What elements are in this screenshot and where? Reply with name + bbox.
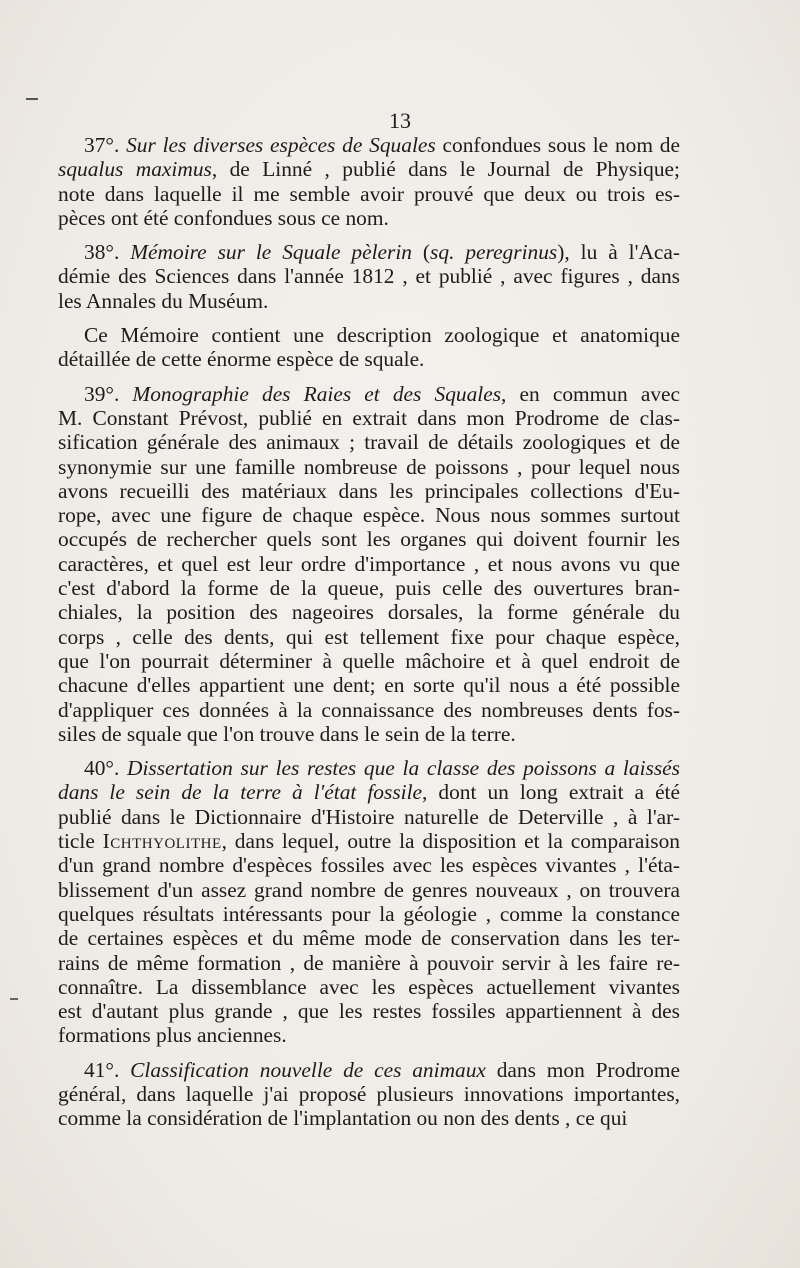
text-run: M. Constant Prévost, publié en extrait dans mon Prodrome de clas-: [58, 405, 680, 430]
text-line: [58, 576, 680, 600]
text-line: [58, 625, 680, 649]
paragraph-p39: [58, 382, 680, 746]
text-run: occupés de rechercher quels sont les organes qui doivent fournir les: [58, 527, 680, 552]
text-run: que l'on pourrait déterminer à quelle mâchoire et à quel endroit de: [58, 648, 680, 673]
italic-title: dans le sein de la terre à l'état fossile: [58, 780, 423, 805]
text-line: [58, 430, 680, 454]
text-run: (: [411, 240, 431, 265]
text-line: [58, 527, 680, 551]
text-line: [58, 722, 680, 746]
text-run: général, dans laquelle j'ai proposé plusieurs innovations importantes,: [58, 1081, 680, 1106]
text-line: [58, 951, 680, 975]
text-line: [58, 926, 680, 950]
paragraph-p37: [58, 133, 680, 230]
text-run: , dont un long extrait a été: [422, 780, 680, 805]
text-run: ), lu à l'Aca-: [557, 240, 681, 265]
paragraph-p40: [58, 756, 680, 1048]
text-line: [58, 323, 680, 347]
text-run: sification générale des animaux ; travail de détails zoologiques et de: [58, 430, 680, 455]
text-run: synonymie sur une famille nombreuse de poissons , pour lequel nous: [58, 454, 680, 479]
text-run: Ce Mémoire contient une description zoologique et anatomique: [84, 323, 680, 348]
text-run: 37°.: [84, 133, 127, 157]
paragraph-p38: [58, 240, 680, 313]
italic-title: Monographie des Raies et des Squales: [132, 381, 502, 406]
text-run: rope, avec une figure de chaque espèce. Nous nous sommes surtout: [58, 503, 680, 528]
text-line: [58, 406, 680, 430]
text-line: [58, 698, 680, 722]
text-run: comme la considération de l'implantation ou non des dents , ce qui: [58, 1106, 628, 1131]
text-line: [58, 805, 680, 829]
text-line: [58, 829, 680, 853]
text-line: [58, 853, 680, 877]
text-run: 39°.: [84, 381, 133, 406]
text-line: [58, 600, 680, 624]
text-run: 41°.: [84, 1057, 131, 1082]
text-line: [58, 1058, 680, 1082]
text-run: pèces ont été confondues sous ce nom.: [58, 205, 389, 230]
text-line: [58, 382, 680, 406]
text-run: c'est d'abord la forme de la queue, puis celle des ouvertures bran-: [58, 576, 680, 601]
margin-mark: [26, 98, 38, 100]
text-line: [58, 999, 680, 1023]
text-run: d'un grand nombre d'espèces fossiles avec les espèces vivantes , l'éta-: [58, 853, 680, 878]
text-run: publié dans le Dictionnaire d'Histoire naturelle de Deterville , à l'ar-: [58, 804, 680, 829]
text-run: caractères, et quel est leur ordre d'importance , et nous avons vu que: [58, 551, 680, 576]
text-line: [58, 1082, 680, 1106]
text-line: [58, 133, 680, 157]
text-run: , en commun avec: [501, 381, 681, 406]
text-line: [58, 455, 680, 479]
text-run: connaître. La dissemblance avec les espèces actuellement vivantes: [58, 974, 680, 999]
text-line: [58, 240, 680, 264]
text-run: chacune d'elles appartient une dent; en sorte qu'il nous a été possible: [58, 673, 680, 698]
text-line: [58, 756, 680, 780]
text-run: , de Linné , publié dans le Journal de Physique;: [211, 157, 680, 182]
italic-title: Dissertation sur les restes que la classe des poissons a laissés: [127, 756, 680, 781]
italic-title: squalus maximus: [58, 157, 212, 182]
text-run: chiales, la position des nageoires dorsales, la forme générale du: [58, 600, 680, 625]
text-run: quelques résultats intéressants pour la géologie , comme la constance: [58, 901, 680, 926]
paragraph-p38b: [58, 323, 680, 372]
text-run: formations plus anciennes.: [58, 1023, 287, 1048]
text-run: 38°.: [84, 240, 131, 265]
text-line: [58, 902, 680, 926]
text-line: [58, 503, 680, 527]
italic-title: Mémoire sur le Squale pèlerin: [130, 240, 412, 265]
text-line: [58, 780, 680, 804]
paragraph-p41: [58, 1058, 680, 1131]
text-run: est d'autant plus grande , que les restes fossiles appartiennent à des: [58, 999, 680, 1024]
margin-mark: [10, 998, 18, 1000]
text-line: [58, 673, 680, 697]
text-run: note dans laquelle il me semble avoir prouvé que deux ou trois es-: [58, 181, 680, 206]
text-run: dans mon Prodrome: [485, 1057, 680, 1082]
text-line: [58, 878, 680, 902]
small-caps-term: Ichthyolithe: [102, 829, 222, 854]
italic-title: Classification nouvelle de ces animaux: [130, 1057, 486, 1082]
text-run: démie des Sciences dans l'année 1812 , et publié , avec figures , dans: [58, 264, 680, 289]
text-run: siles de squale que l'on trouve dans le sein de la terre.: [58, 721, 516, 746]
text-run: détaillée de cette énorme espèce de squale.: [58, 347, 425, 372]
text-line: [58, 1023, 680, 1047]
text-line: [58, 206, 680, 230]
text-run: de certaines espèces et du même mode de conservation dans les ter-: [58, 926, 680, 951]
text-line: [58, 975, 680, 999]
text-run: 40°.: [84, 756, 128, 781]
text-run: d'appliquer ces données à la connaissance des nombreuses dents fos-: [58, 697, 680, 722]
italic-title: Sur les diverses espèces de Squales: [126, 133, 436, 157]
text-line: [58, 649, 680, 673]
text-run: avons recueilli des matériaux dans les principales collections d'Eu-: [58, 478, 680, 503]
text-line: [58, 289, 680, 313]
text-line: [58, 479, 680, 503]
page-number: 13: [389, 108, 411, 133]
text-line: [58, 157, 680, 181]
text-line: [58, 552, 680, 576]
italic-title: sq. peregrinus: [430, 240, 558, 265]
text-line: [58, 182, 680, 206]
text-run: confondues sous le nom de: [435, 133, 680, 157]
text-run: blissement d'un assez grand nombre de genres nouveaux , on trouvera: [58, 877, 680, 902]
text-line: [58, 1106, 680, 1130]
text-run: , dans lequel, outre la disposition et la comparaison: [221, 829, 680, 854]
text-run: ticle: [58, 829, 103, 854]
text-run: corps , celle des dents, qui est tellement fixe pour chaque espèce,: [58, 624, 680, 649]
body-text: [58, 133, 680, 1131]
text-run: les Annales du Muséum.: [58, 288, 269, 313]
text-line: [58, 347, 680, 371]
text-run: rains de même formation , de manière à pouvoir servir à les faire re-: [58, 950, 680, 975]
text-line: [58, 264, 680, 288]
